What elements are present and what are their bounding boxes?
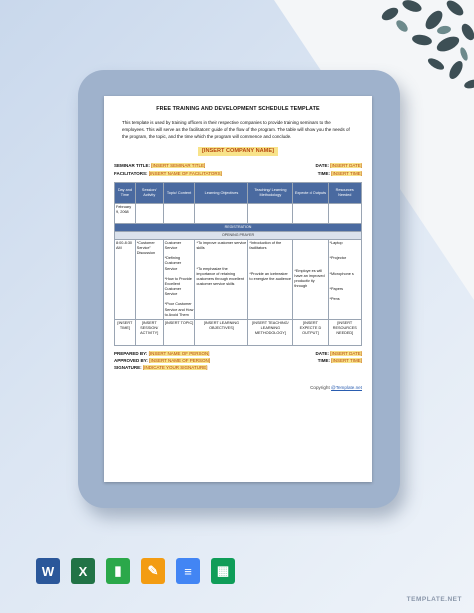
insert-cell: [INSERT RESOURCES NEEDED]	[328, 319, 361, 345]
objective-item: *To improve customer service skills	[196, 240, 247, 251]
numbers-icon[interactable]: ▮	[106, 558, 130, 584]
resource-item: *Laptop	[329, 240, 343, 245]
google-sheets-icon[interactable]: ▦	[211, 558, 235, 584]
signature-block	[114, 351, 362, 371]
table-row	[115, 204, 362, 224]
prepared-label: PREPARED BY:	[114, 350, 148, 356]
session-activity-cell: *Customer Service" Discussion	[135, 239, 163, 319]
insert-cell: [INSERT LEARNING OBJECTIVES]	[195, 319, 248, 345]
prepared-value: [INSERT NAME OF PERSON]	[148, 350, 210, 356]
topic-cell	[163, 239, 195, 319]
resource-item: *Pens	[329, 297, 340, 302]
facilitators-label: FACILITATORS:	[114, 171, 148, 177]
resource-item: *Papers	[329, 287, 344, 292]
objectives-cell	[195, 239, 248, 319]
column-header: Expecte d Outputs	[293, 183, 328, 204]
registration-label: REGISTRATION	[115, 224, 362, 232]
date2-label: DATE:	[315, 350, 329, 356]
intro-paragraph: This template is used by training officers in their respective companies to provide training seminars to the employees. This will serve as the facilitators' guide of the flow of the program. The table will show you the needs of the program, the topic, and the time which the program will commence and conclude.	[122, 120, 350, 139]
date-value: [INSERT DATE]	[330, 163, 362, 169]
objective-item: *To emphasize the importance of retaining customers through excellent customer service skills	[196, 266, 244, 286]
resources-cell	[328, 239, 361, 319]
seminar-value: [INSERT SEMINAR TITLE]	[151, 163, 206, 169]
topic-item: *Defining Customer Service	[164, 256, 182, 271]
date2-value: [INSERT DATE]	[330, 350, 362, 356]
excel-icon[interactable]: X	[71, 558, 95, 584]
google-docs-icon[interactable]: ≡	[176, 558, 200, 584]
topic-item: *Poor Customer Service and How to Avoid Them	[164, 302, 194, 317]
app-icons-row	[36, 558, 235, 584]
time-value: [INSERT TIME]	[331, 171, 362, 177]
column-header: Day and Time	[115, 183, 136, 204]
document-title: FREE TRAINING AND DEVELOPMENT SCHEDULE TEMPLATE	[156, 106, 320, 112]
schedule-table	[114, 182, 362, 346]
table-row	[115, 239, 362, 319]
facilitators-row	[114, 171, 362, 177]
company-name-field: [INSERT COMPANY NAME]	[198, 147, 278, 157]
date-label: DATE:	[315, 163, 329, 169]
date-cell: February 9, 2068	[115, 204, 136, 224]
methodology-item: *Provide an icebreaker to energize the audience	[249, 271, 291, 281]
opening-prayer-label: OPENING PRAYER	[115, 232, 362, 240]
copyright-prefix: Copyright	[310, 384, 330, 390]
signature-value: [INDICATE YOUR SIGNATURE]	[142, 364, 208, 370]
facilitators-value: [INSERT NAME OF FACILITATORS]	[148, 171, 222, 177]
insert-cell: [INSERT SESSION/ ACTIVITY]	[135, 319, 163, 345]
approved-label: APPROVED BY:	[114, 357, 148, 363]
table-header-row	[115, 183, 362, 204]
session-time-cell: 8:00-8:30 AM	[115, 239, 136, 319]
insert-cell: [INSERT TOPIC]	[163, 319, 195, 345]
column-header: Session/ Activity	[135, 183, 163, 204]
resource-item: *Projector	[329, 256, 347, 261]
topic-item: *How to Provide Excellent Customer Service	[164, 276, 192, 297]
time2-value: [INSERT TIME]	[331, 357, 362, 363]
column-header: Learning Objectives	[195, 183, 248, 204]
topic-item: Customer Service	[164, 240, 182, 251]
signature-label: SIGNATURE:	[114, 364, 142, 370]
table-row	[115, 319, 362, 345]
time2-label: TIME:	[317, 357, 330, 363]
insert-cell: [INSERT EXPECTE D OUTPUT]	[293, 319, 328, 345]
resource-item: *Microphone s	[329, 271, 354, 276]
methodology-item: *Introduction of the facilitators	[249, 240, 282, 251]
insert-cell: [INSERT TIME]	[115, 319, 136, 345]
outputs-cell: *Employe es will have an improved productiv ity through	[293, 239, 328, 319]
watermark-logo: TEMPLATE.NET	[406, 596, 462, 603]
methodology-cell	[248, 239, 293, 319]
time-label: TIME:	[317, 171, 330, 177]
opening-prayer-row	[115, 232, 362, 240]
column-header: Topic/ Content	[163, 183, 195, 204]
column-header: Resources Needed	[328, 183, 361, 204]
approved-value: [INSERT NAME OF PERSON]	[149, 357, 211, 363]
word-icon[interactable]: W	[36, 558, 60, 584]
column-header: Teaching/ Learning Methodology	[248, 183, 293, 204]
insert-cell: [INSERT TEACHING/ LEARNING METHODOLOGY]	[248, 319, 293, 345]
document-page	[104, 96, 372, 482]
copyright-line	[114, 385, 362, 391]
pages-icon[interactable]: ✎	[141, 558, 165, 584]
registration-row	[115, 224, 362, 232]
seminar-label: SEMINAR TITLE:	[114, 163, 150, 169]
seminar-row	[114, 163, 362, 169]
copyright-link[interactable]: @Template.net	[331, 384, 362, 390]
